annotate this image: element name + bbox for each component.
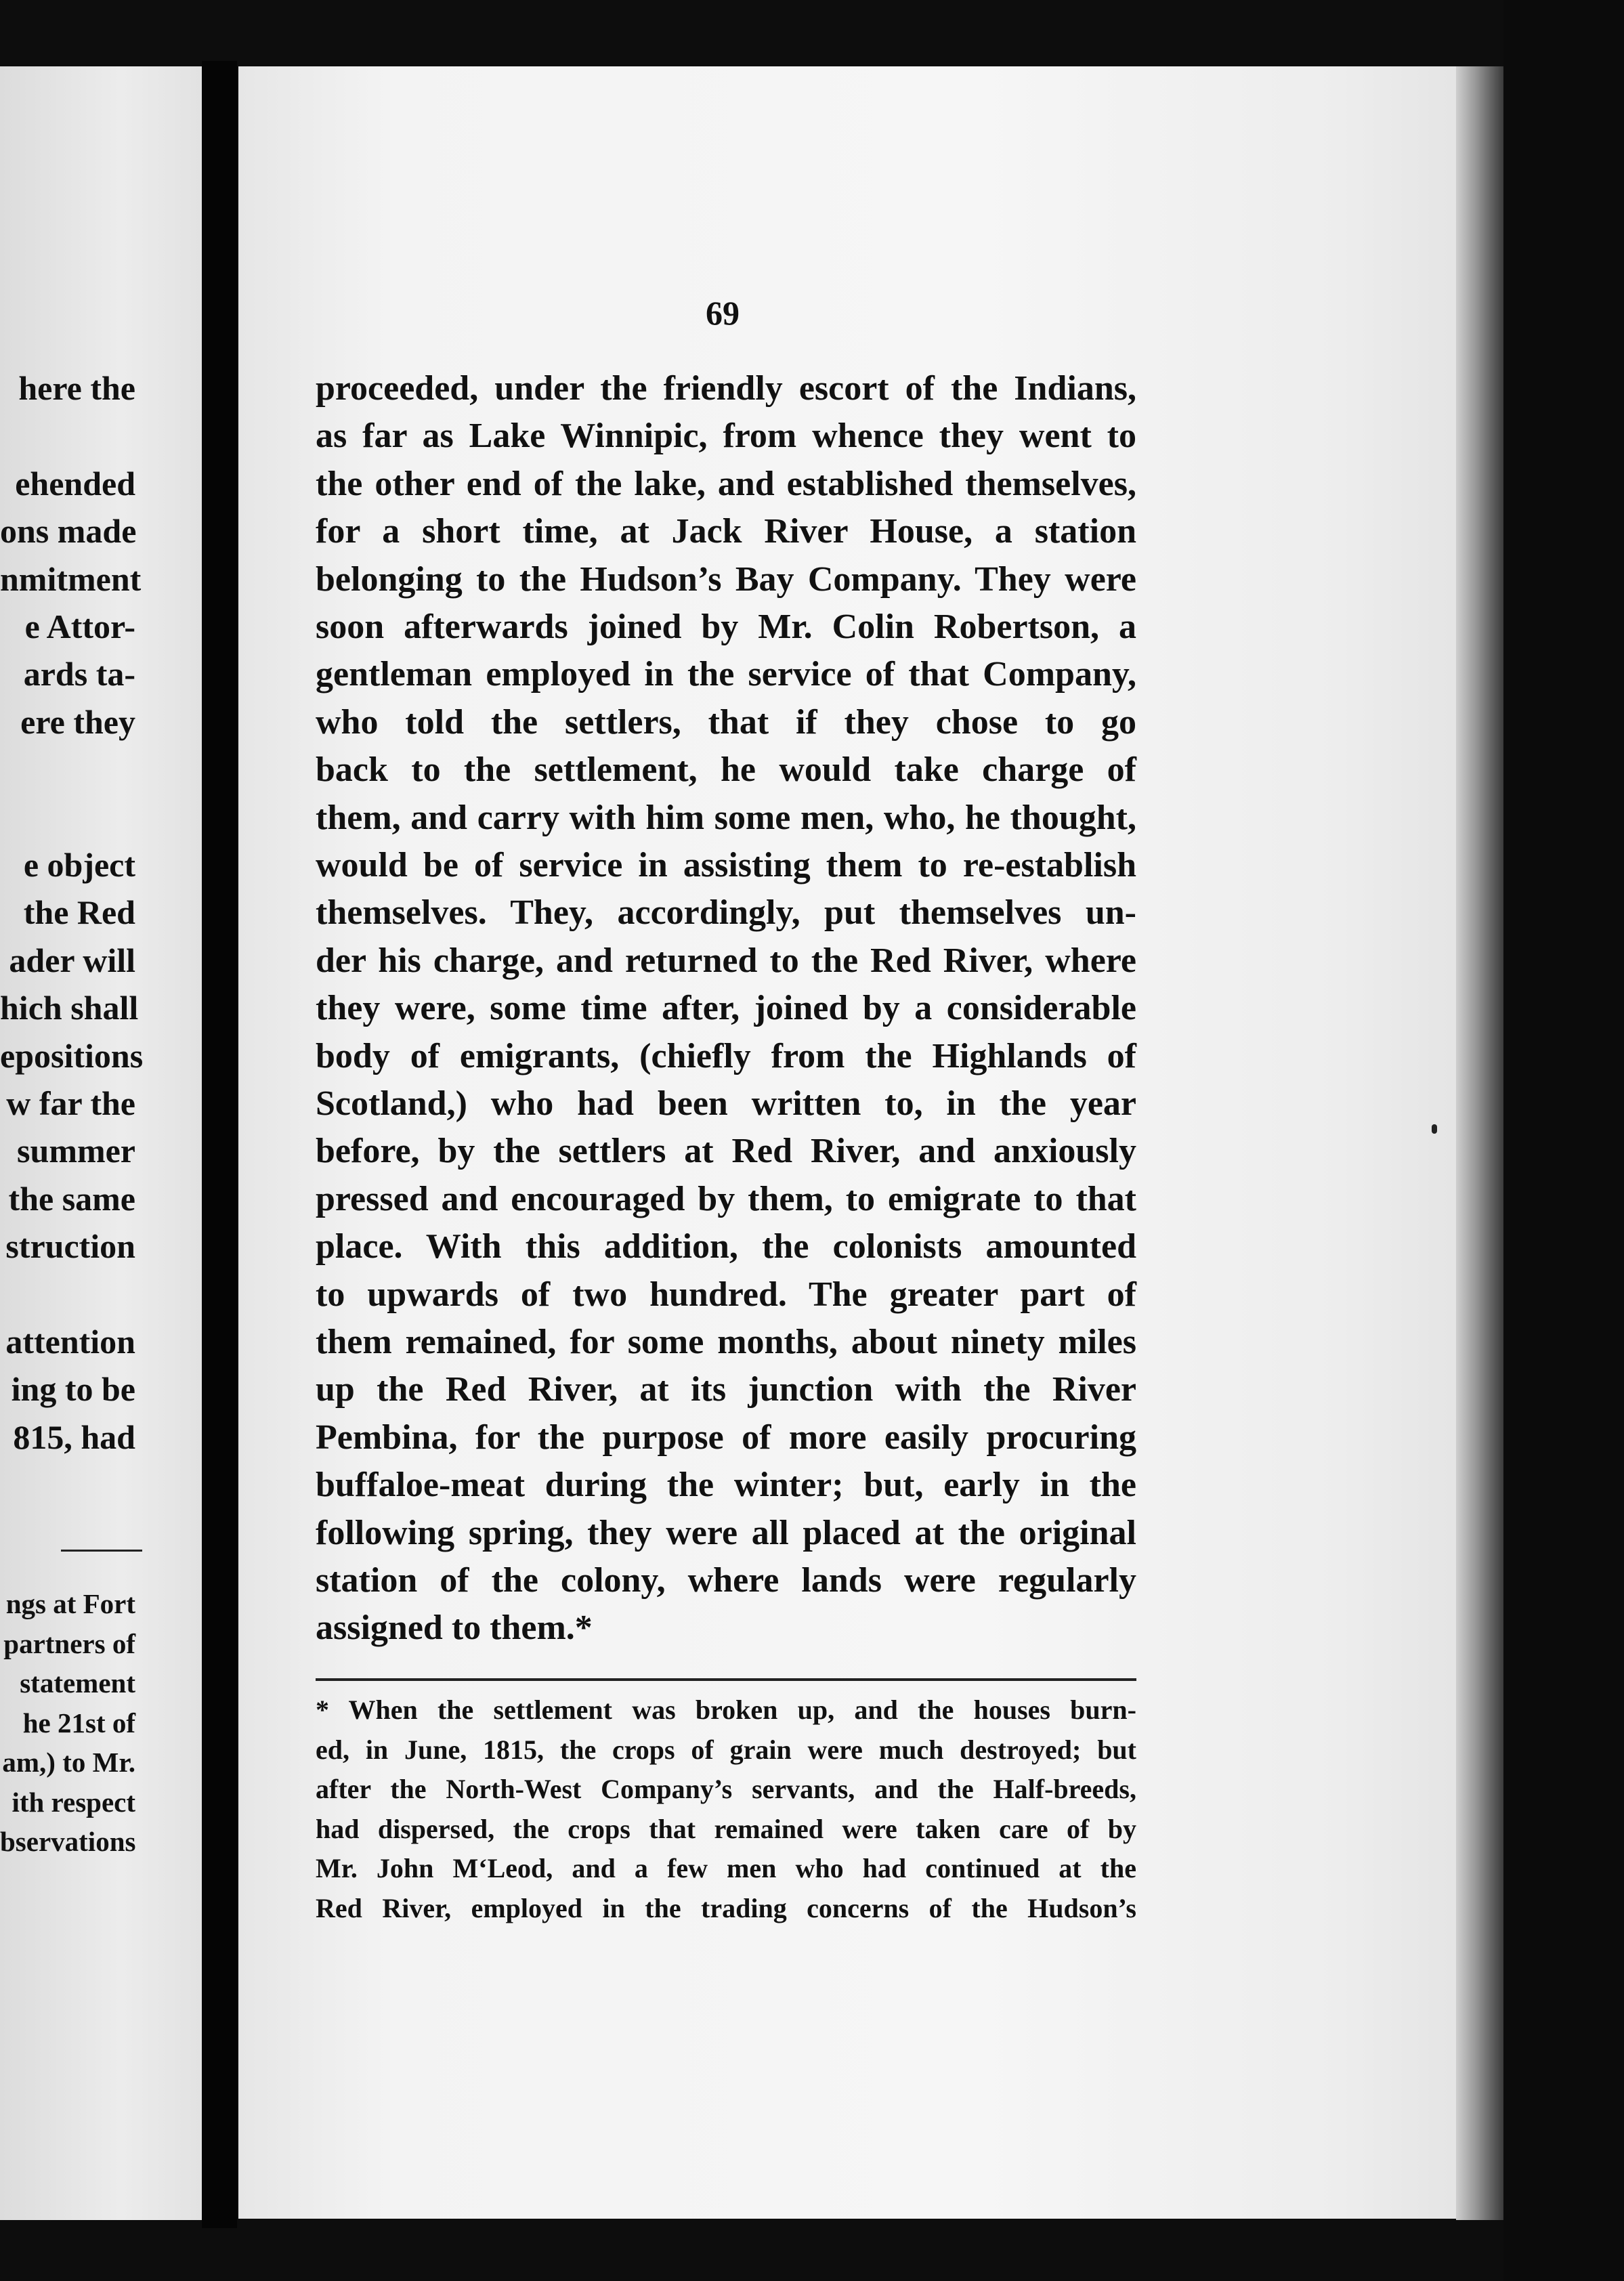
left-line-22: 815, had	[13, 1417, 135, 1456]
note-line-3: had dispersed, the crops that remained were taken care of by	[316, 1813, 1136, 1844]
page-number: 69	[706, 294, 740, 332]
left-line-20: attention	[5, 1323, 135, 1361]
body-line-8: back to the settlement, he would take charge of	[316, 750, 1136, 790]
left-note-1: partners of	[3, 1627, 135, 1659]
left-line-21: ing to be	[11, 1370, 135, 1409]
body-line-3: for a short time, at Jack River House, a station	[316, 512, 1136, 551]
body-line-14: body of emigrants, (chiefly from the Highlands of	[316, 1036, 1136, 1075]
ink-speck	[1432, 1124, 1437, 1134]
left-line-12: ader will	[9, 941, 135, 979]
body-line-1: as far as Lake Winnipic, from whence they went to	[316, 417, 1136, 456]
left-line-4: nmitment	[0, 559, 142, 598]
body-line-5: soon afterwards joined by Mr. Colin Robertson, a	[316, 607, 1136, 646]
left-line-10: e object	[23, 846, 135, 884]
body-line-22: Pembina, for the purpose of more easily procuring	[316, 1417, 1136, 1457]
body-line-24: following spring, they were all placed at the original	[316, 1513, 1136, 1552]
body-line-9: them, and carry with him some men, who, he thought,	[316, 798, 1136, 837]
body-line-0: proceeded, under the friendly escort of the Indians,	[316, 369, 1136, 408]
page-edge	[1456, 66, 1503, 2220]
left-line-18: struction	[5, 1227, 135, 1266]
body-line-18: place. With this addition, the colonists amounted	[316, 1227, 1136, 1266]
body-line-4: belonging to the Hudson’s Bay Company. They were	[316, 559, 1136, 599]
book-gutter	[202, 61, 237, 2228]
left-note-6: bservations	[0, 1826, 136, 1857]
body-line-10: would be of service in assisting them to re-establish	[316, 846, 1136, 884]
note-line-1: ed, in June, 1815, the crops of grain were much destroyed; but	[316, 1734, 1136, 1765]
left-note-0: ngs at Fort	[5, 1588, 135, 1619]
body-line-23: buffaloe-meat during the winter; but, early in the	[316, 1466, 1136, 1505]
left-line-7: ere they	[20, 702, 135, 741]
body-line-21: up the Red River, at its junction with the River	[316, 1370, 1136, 1409]
body-line-16: before, by the settlers at Red River, and anxiously	[316, 1132, 1136, 1171]
left-note-4: am,) to Mr.	[2, 1747, 135, 1778]
body-line-26: assigned to them.*	[316, 1608, 593, 1648]
left-line-13: hich shall	[0, 989, 139, 1027]
body-line-11: themselves. They, accordingly, put themselves un-	[316, 893, 1136, 933]
footnote-rule	[316, 1678, 1136, 1681]
left-line-3: ons made	[0, 512, 137, 551]
left-line-16: summer	[17, 1132, 135, 1170]
note-line-4: Mr. John M‘Leod, and a few men who had continued at the	[316, 1853, 1136, 1883]
left-note-5: ith respect	[12, 1786, 135, 1818]
body-line-19: to upwards of two hundred. The greater part of	[316, 1275, 1136, 1314]
left-line-11: the Red	[23, 893, 135, 932]
note-line-2: after the North-West Company’s servants, and the Half-breeds,	[316, 1774, 1136, 1804]
body-line-13: they were, some time after, joined by a considerable	[316, 989, 1136, 1028]
body-line-25: station of the colony, where lands were regularly	[316, 1561, 1136, 1600]
scan-background	[1503, 0, 1624, 2281]
body-line-15: Scotland,) who had been written to, in the year	[316, 1084, 1136, 1123]
left-line-17: the same	[8, 1179, 135, 1218]
left-line-14: epositions	[0, 1036, 144, 1075]
body-line-6: gentleman employed in the service of that Company,	[316, 655, 1136, 694]
body-line-17: pressed and encouraged by them, to emigrate to that	[316, 1179, 1136, 1218]
body-line-2: the other end of the lake, and established themselves,	[316, 464, 1136, 503]
left-line-6: ards ta-	[23, 655, 135, 694]
left-line-2: ehended	[15, 464, 135, 503]
left-footnote-rule	[61, 1550, 142, 1552]
left-line-0: here the	[18, 369, 135, 407]
left-line-5: e Attor-	[24, 607, 135, 645]
left-line-15: w far the	[6, 1084, 135, 1122]
body-line-7: who told the settlers, that if they chose to go	[316, 702, 1136, 742]
body-line-12: der his charge, and returned to the Red River, where	[316, 941, 1136, 980]
body-line-20: them remained, for some months, about ninety miles	[316, 1323, 1136, 1361]
note-line-5: Red River, employed in the trading concerns of the Hudson’s	[316, 1892, 1136, 1923]
left-note-2: statement	[20, 1667, 135, 1699]
note-line-0: * When the settlement was broken up, and the houses burn-	[316, 1694, 1136, 1725]
left-note-3: he 21st of	[22, 1707, 135, 1739]
